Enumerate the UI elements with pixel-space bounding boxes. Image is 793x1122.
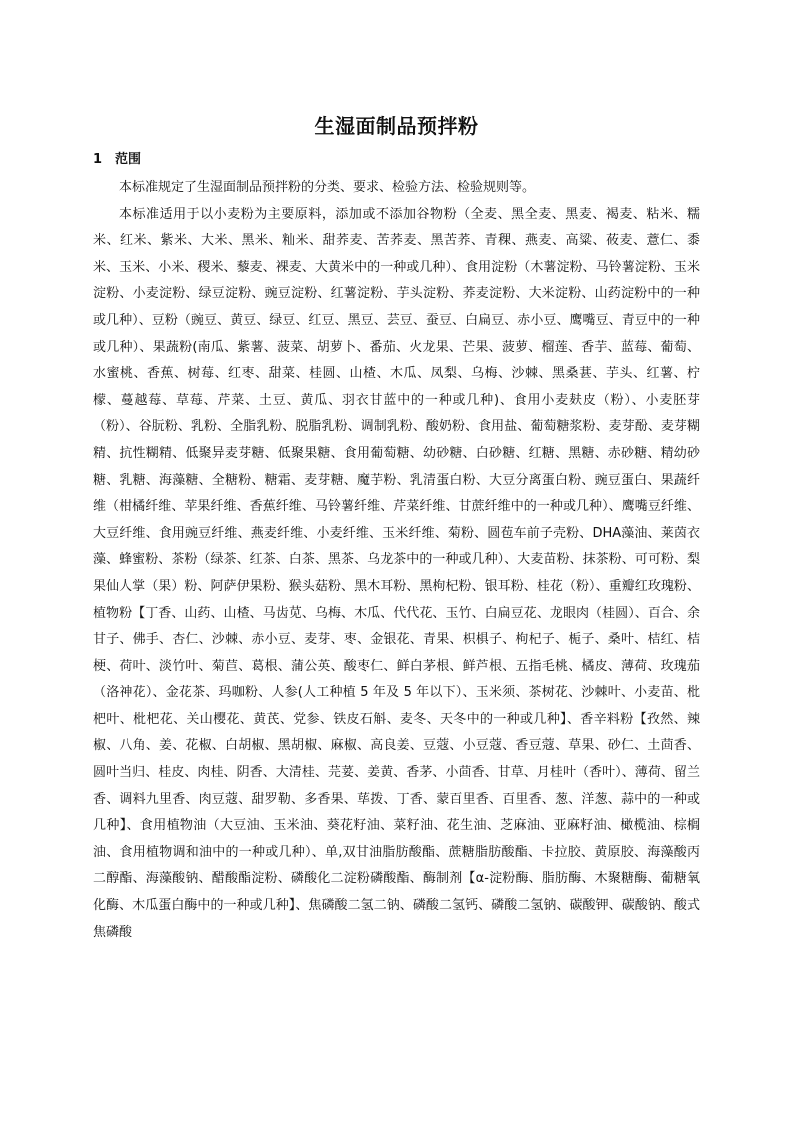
section-title: 范围 <box>115 152 142 167</box>
document-title: 生湿面制品预拌粉 <box>314 114 479 138</box>
section-number: 1 <box>93 152 103 167</box>
scope-paragraph-2: 本标准适用于以小麦粉为主要原料，添加或不添加谷物粉（全麦、黑全麦、黑麦、褐麦、粘米、糯米、红米、紫米、大米、黑米、籼米、甜荞麦、苦荞麦、黑苦荞、青稞、燕麦、高粱、莜麦、薏仁、黍米、玉米、小米、稷米、藜麦、裸麦、大黄米中的一种或几种）、食用淀粉（木薯淀粉、马铃薯淀粉、玉米淀粉、小麦淀粉、绿豆淀粉、豌豆淀粉、红薯淀粉、芋头淀粉、荞麦淀粉、大米淀粉、山药淀粉中的一种或几种）、豆粉（豌豆、黄豆、绿豆、红豆、黑豆、芸豆、蚕豆、白扁豆、赤小豆、鹰嘴豆、青豆中的一种或几种）、果蔬粉(南瓜、紫薯、菠菜、胡萝卜、番茄、火龙果、芒果、菠萝、榴莲、香芋、蓝莓、葡萄、水蜜桃、香蕉、树莓、红枣、甜菜、桂圆、山楂、木瓜、凤梨、乌梅、沙棘、黑桑葚、芋头、红薯、柠檬、蔓越莓、草莓、芹菜、土豆、黄瓜、羽衣甘蓝中的一种或几种)、食用小麦麸皮（粉）、小麦胚芽（粉）、谷朊粉、乳粉、全脂乳粉、脱脂乳粉、调制乳粉、酸奶粉、食用盐、葡萄糖浆粉、麦芽酚、麦芽糊精、抗性糊精、低聚异麦芽糖、低聚果糖、食用葡萄糖、幼砂糖、白砂糖、红糖、黑糖、赤砂糖、精幼砂糖、乳糖、海藻糖、全糖粉、糖霜、麦芽糖、魔芋粉、乳清蛋白粉、大豆分离蛋白粉、豌豆蛋白、果蔬纤维（柑橘纤维、苹果纤维、香蕉纤维、马铃薯纤维、芹菜纤维、甘蔗纤维中的一种或几种）、鹰嘴豆纤维、大豆纤维、食用豌豆纤维、燕麦纤维、小麦纤维、玉米纤维、菊粉、圆苞车前子壳粉、DHA藻油、莱茵衣藻、蜂蜜粉、茶粉（绿茶、红茶、白茶、黑茶、乌龙茶中的一种或几种）、大麦苗粉、抹茶粉、可可粉、梨果仙人掌（果）粉、阿萨伊果粉、猴头菇粉、黑木耳粉、黑枸杞粉、银耳粉、桂花（粉）、重瓣红玫瑰粉、植物粉【丁香、山药、山楂、马齿苋、乌梅、木瓜、代代花、玉竹、白扁豆花、龙眼肉（桂圆）、百合、余甘子、佛手、杏仁、沙棘、赤小豆、麦芽、枣、金银花、青果、枳椇子、枸杞子、栀子、桑叶、桔红、桔梗、荷叶、淡竹叶、菊苣、葛根、蒲公英、酸枣仁、鲜白茅根、鲜芦根、五指毛桃、橘皮、薄荷、玫瑰茄（洛神花）、金花茶、玛咖粉、人参(人工种植 5 年及 5 年以下）、玉米须、茶树花、沙棘叶、小麦苗、枇杷叶、枇杷花、关山樱花、黄芪、党参、铁皮石斛、麦冬、天冬中的一种或几种】、香辛料粉【孜然、辣椒、八角、姜、花椒、白胡椒、黑胡椒、麻椒、高良姜、豆蔻、小豆蔻、香豆蔻、草果、砂仁、土茴香、圆叶当归、桂皮、肉桂、阴香、大清桂、芫荽、姜黄、香茅、小茴香、甘草、月桂叶（香叶）、薄荷、留兰香、调料九里香、肉豆蔻、甜罗勒、多香果、荜拨、丁香、蒙百里香、百里香、葱、洋葱、蒜中的一种或几种】、食用植物油（大豆油、玉米油、葵花籽油、菜籽油、花生油、芝麻油、亚麻籽油、橄榄油、棕榈油、食用植物调和油中的一种或几种）、单,双甘油脂肪酸酯、蔗糖脂肪酸酯、卡拉胶、黄原胶、海藻酸丙二醇酯、海藻酸钠、醋酸酯淀粉、磷酸化二淀粉磷酸酯、酶制剂【α-淀粉酶、脂肪酶、木聚糖酶、葡糖氧化酶、木瓜蛋白酶中的一种或几种】、焦磷酸二氢二钠、磷酸二氢钙、磷酸二氢钠、碳酸钾、碳酸钠、酸式焦磷酸 <box>93 206 700 940</box>
scope-paragraph-1: 本标准规定了生湿面制品预拌粉的分类、要求、检验方法、检验规则等。 <box>119 180 536 195</box>
section-heading <box>93 148 700 172</box>
